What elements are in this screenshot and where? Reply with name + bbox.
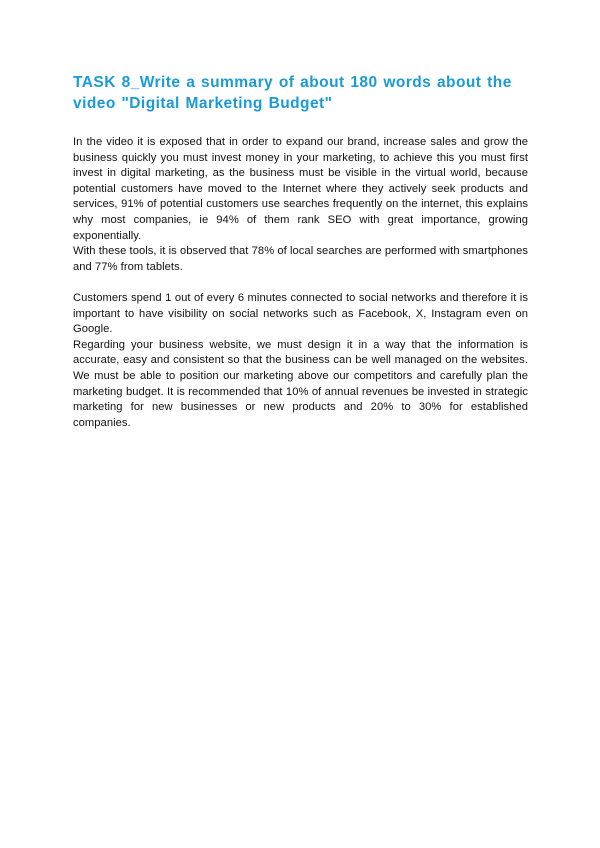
document-body <box>73 135 528 431</box>
paragraph-business-website: Regarding your business website, we must design it in a way that the information is accurate, easy and consistent so that the business can be well managed on the websites. We must be able to position our marketing above our competitors and carefully plan the marketing budget. It is recommended that 10% of annual revenues be invested in strategic marketing for new businesses or new products and 20% to 30% for established companies. <box>73 338 528 429</box>
document-title: TASK 8_Write a summary of about 180 words about the video "Digital Marketing Budget" <box>73 74 512 112</box>
paragraph-video-summary: In the video it is exposed that in order to expand our brand, increase sales and grow the business quickly you must invest money in your marketing, to achieve this you must first invest in digital marketing, as the business must be visible in the virtual world, because potential customers have moved to the Internet where they actively seek products and services, 91% of potential customers use searches frequently on the internet, this explains why most companies, ie 94% of them rank SEO with great importance, growing exponentially. <box>73 136 528 242</box>
paragraph-social-networks: Customers spend 1 out of every 6 minutes connected to social networks and therefore it is important to have visibility on social networks such as Facebook, X, Instagram even on Google. <box>73 291 528 336</box>
paragraph-local-searches: With these tools, it is observed that 78% of local searches are performed with smartphones and 77% from tablets. <box>73 245 528 273</box>
